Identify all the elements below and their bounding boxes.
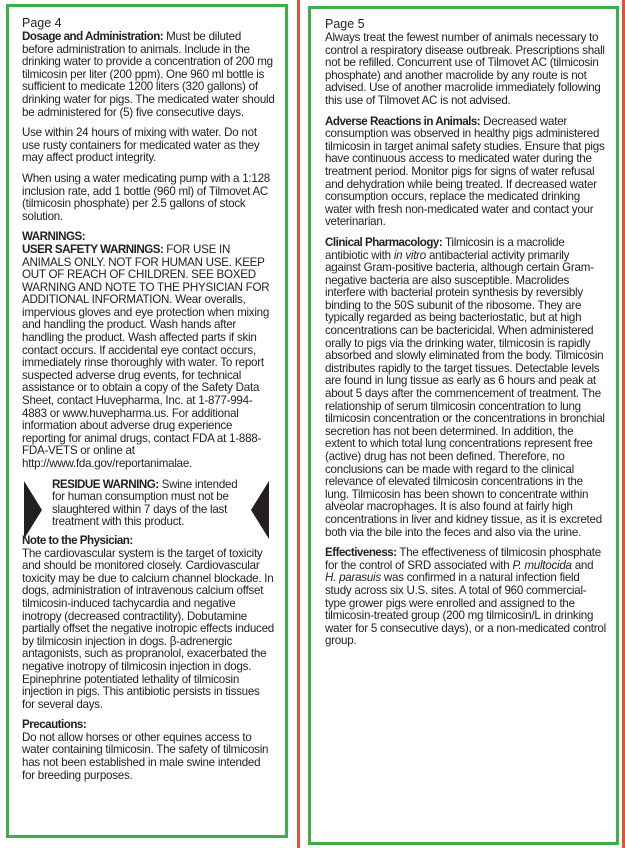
clinical-pharmacology-section bbox=[325, 237, 606, 539]
pump-text: When using a water medicating pump with a 1:128 inclusion rate, add 1 bottle (960 ml) of Tilmovet AC (tilmicosin phosphate) per 2.5 gallons of stock solution. bbox=[22, 171, 270, 223]
effectiveness-text-c: was confirmed in a natural infection field study across six U.S. sites. A total of 960 commercial-type grower pigs were enrolled and assigned to the tilmicosin-treated group (200 mg tilmicosin/L in drinking water for 5 consecutive days), or a non-medicated control group. bbox=[325, 571, 606, 648]
physician-heading: Note to the Physician: bbox=[22, 533, 133, 547]
dosage-section bbox=[22, 31, 275, 119]
page-4-label: Page 4 bbox=[22, 16, 62, 30]
arrow-right-pointer-icon bbox=[24, 481, 42, 539]
page-5-label: Page 5 bbox=[325, 17, 365, 31]
dosage-heading: Dosage and Administration: bbox=[22, 30, 164, 43]
effectiveness-text-b: and bbox=[571, 558, 594, 572]
species-p-multocida: P. multocida bbox=[512, 558, 572, 572]
user-safety-heading: USER SAFETY WARNINGS: bbox=[22, 242, 164, 256]
physician-text: The cardiovascular system is the target of toxicity and should be monitored closely. Cardiovascular toxicity may be due to calcium channel blockade. In dogs, administration of intravenous calcium offset tilmicosin-induced tachycardia and negative inotropy (decreased contractility). Dobutamine partially offset the negative inotropic effects induced by tilmicosin injection in dogs. β-adrenergic antagonists, such as propranolol, exacerbated the negative inotropy of tilmicosin injection in dogs. Epinephrine potentiated lethality of tilmicosin injection in pigs. This antibiotic persists in tissues for several days. bbox=[22, 546, 275, 711]
page-4-panel bbox=[6, 4, 288, 838]
residue-warning-box bbox=[22, 479, 275, 529]
adverse-reactions-section bbox=[325, 116, 606, 229]
effectiveness-heading: Effectiveness: bbox=[325, 546, 397, 560]
center-divider-line bbox=[297, 0, 300, 848]
physician-section bbox=[22, 535, 275, 711]
use-within-text: Use within 24 hours of mixing with water. Do not use rusty containers for medicated water as they may affect product integrity. bbox=[22, 126, 260, 165]
residue-heading: RESIDUE WARNING: bbox=[52, 477, 159, 491]
effectiveness-section bbox=[325, 547, 606, 648]
dosage-text: Must be diluted before administration to animals. Include in the drinking water to provide a concentration of 200 mg tilmicosin per liter (200 ppm). One 960 ml bottle is sufficient to medicate 1200 liters (320 gallons) of drinking water for pigs. The medicated water should be administered for (5) five consecutive days. bbox=[22, 30, 275, 119]
residue-text: Swine intended for human consumption must not be slaughtered within 7 days of the last treatment with this product. bbox=[52, 477, 238, 529]
arrow-left-pointer-icon bbox=[251, 481, 269, 539]
adverse-text: Decreased water consumption was observed in healthy pigs administered tilmicosin in target animal safety studies. Ensure that pigs have continuous access to medicated water during the treatment period. Monitor pigs for signs of water refusal and dehydration while being treated. If decreased water consumption occurs, replace the medicated drinking water with fresh non-medicated water and contact your veterinarian. bbox=[325, 114, 605, 229]
user-safety-text: FOR USE IN ANIMALS ONLY. NOT FOR HUMAN USE. KEEP OUT OF REACH OF CHILDREN. SEE BOXED WARNING AND NOTE TO THE PHYSICIAN FOR ADDITIONAL INFORMATION. Wear overalls, impervious gloves and eye protection when mixing and handling the product. Wash hands after handling the product. Wash affected parts if skin contact occurs. If accidental eye contact occurs, immediately rinse thoroughly with water. To report suspected adverse drug events, for technical assistance or to obtain a copy of the Safety Data Sheet, contact Huvepharma, Inc. at 1-877-994-4883 or www.huvepharma.us. For additional information about adverse drug experience reporting for animal drugs, contact FDA at 1-888-FDA-VETS or online at http://www.fda.gov/reportanimalae. bbox=[22, 242, 270, 470]
effectiveness-text-a: The effectiveness of tilmicosin phosphate for the control of SRD associated with bbox=[325, 546, 601, 572]
intro-text: Always treat the fewest number of animals necessary to control a respiratory disease outbreak. Prescriptions shall not be refilled. Concurrent use of Tilmovet AC (tilmicosin phosphate) and another macrolide by any route is not advised. Use of another macrolide immediately following this use of Tilmovet AC is not advised. bbox=[325, 31, 605, 107]
pharmacology-text-b: antibacterial activity primarily against Gram-positive bacteria, although certain Gram-negative bacteria are also susceptible. Macrolides interfere with bacterial protein synthesis by reversibly binding to the 50S subunit of the ribosome. They are typically regarded as being bacteriostatic, but at high concentrations can be bactericidal. When administered orally to pigs via the drinking water, tilmicosin is rapidly absorbed and slowly eliminated from the body. Tilmicosin distributes rapidly to the target tissues. Detectable levels are found in lung tissue as early as 6 hours and peak at about 5 days after the commencement of treatment. The relationship of serum tilmicosin concentration to lung tilmicosin concentration or the concentrations in bronchial secretion has not been determined. In addition, the extent to which total lung concentrations represent free (active) drug has not been defined. Therefore, no conclusions can be made with regard to the clinical relevance of elevated tilmicosin concentrations in the lung. Tilmicosin has been shown to concentrate within alveolar macrophages. It is also found at fairly high concentrations in liver and kidney tissue, as it is excreted both via the bile into the feces and also via the urine. bbox=[325, 248, 605, 539]
adverse-heading: Adverse Reactions in Animals: bbox=[325, 114, 481, 128]
pharmacology-italic: in vitro bbox=[393, 248, 426, 262]
species-h-parasuis: H. parasuis bbox=[325, 571, 381, 585]
precautions-text: Do not allow horses or other equines access to water containing tilmicosin. The safety of tilmicosin has not been established in male swine intended for breeding purposes. bbox=[22, 730, 269, 782]
warnings-section bbox=[22, 231, 275, 470]
pharmacology-heading: Clinical Pharmacology: bbox=[325, 235, 443, 249]
precautions-heading: Precautions: bbox=[22, 718, 87, 732]
page-5-panel bbox=[308, 6, 619, 845]
warnings-heading: WARNINGS: bbox=[22, 230, 86, 244]
pharmacology-text-a: Tilmicosin is a macrolide antibiotic with bbox=[325, 235, 565, 262]
precautions-section bbox=[22, 719, 275, 782]
